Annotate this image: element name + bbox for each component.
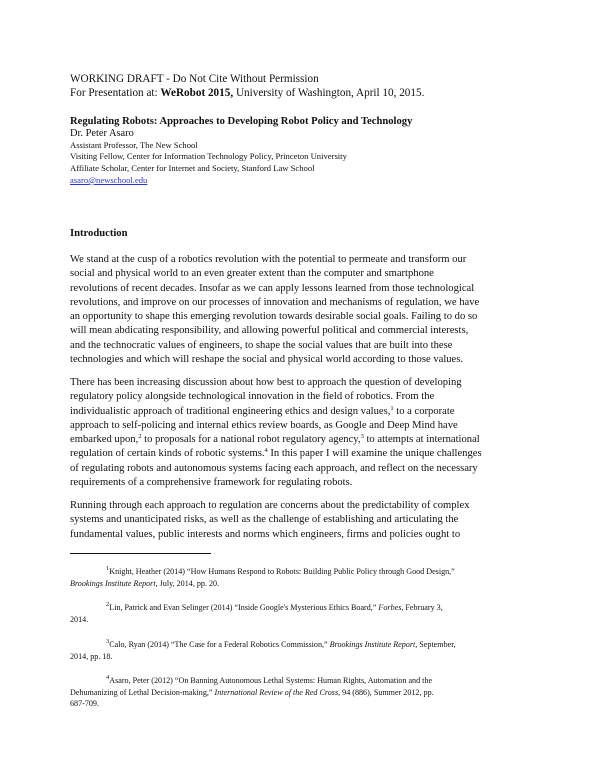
author-affiliations [70,140,347,174]
footnote-number: 3 [106,638,110,645]
footnote-divider [70,553,211,554]
text-line: Running through each approach to regulation are concerns about the predictability of complex [70,500,470,511]
affiliation-line: Affiliate Scholar, Center for Internet and Society, Stanford Law School [70,162,315,173]
footnote-number: 4 [106,674,110,681]
text-line: social and physical world to an even greater extent than the computer and smartphone [70,268,434,280]
text-line: systems and unanticipated risks, as well as the challenge of establishing and articulating the [70,514,459,526]
text-line: approach to self-policing and internal ethics review boards, as Google and Deep Mind have [70,419,458,431]
draft-header [70,72,424,100]
text-line: and the technocratic values of engineers, to shape the social values that are built into these [70,339,453,351]
affiliation-line: Assistant Professor, The New School [70,140,198,150]
paper-title: Regulating Robots: Approaches to Developing Robot Policy and Technology [70,116,413,127]
footnote-2: $^2$Lin, Patrick and Evan Selinger (2014) “Inside Google's Mysterious Ethics Board,” Forbes, February 3, 2014. [70,601,443,624]
footnote-number: 2 [106,601,110,608]
paragraph-2 [70,376,542,490]
paragraph-1 [70,253,542,367]
text-line: individualistic approach of traditional engineering ethics and design values,$^1$ to a corporate [70,404,455,417]
text-line: regulation of certain kinds of robotic systems.$^4$ In this paper I will examine the unique challenges [70,447,482,460]
draft-notice: WORKING DRAFT - Do Not Cite Without Permission [70,73,319,85]
author-email-link[interactable]: asaro@newschool.edu [70,175,148,185]
presentation-line: For Presentation at: WeRobot 2015, University of Washington, April 10, 2015. [70,87,425,99]
footnote-ref[interactable]: 4 [264,447,268,455]
text-line: technologies and which will reshape the social and physical world according to those values. [70,354,464,366]
section-heading: Introduction [70,228,128,239]
text-line: regulatory policy alongside technological innovation in the field of robotics. From the [70,391,435,403]
text-line: requirements of a comprehensive framework for regulating robots. [70,477,353,489]
text-line: an opportunity to shape this emerging revolution towards desirable social goals. Failing to do so [70,311,478,323]
footnote-ref[interactable]: 3 [360,433,364,441]
text-line: There has been increasing discussion about how best to approach the question of developing [70,377,462,388]
footnote-ref[interactable]: 2 [138,433,142,441]
paragraph-3 [70,499,542,542]
text-line: embarked upon,$^2$ to proposals for a national robot regulatory agency,$^3$ to attempts at international [70,433,480,446]
text-line: revolutions of recent decades. Insofar as we can apply lessons learned from those technological [70,282,475,294]
footnote-4: $^4$Asaro, Peter (2012) “On Banning Autonomous Lethal Systems: Human Rights, Automation and the Dehumanizing of Lethal Decision-making,” International Review of the Red Cross, 94 (886), Summer 2012, pp. 687-709. [70,674,434,708]
text-line: fundamental values, public interests and norms which engineers, firms and policies ought to [70,528,461,540]
event-name: WeRobot 2015, [160,87,234,99]
affiliation-line: Visiting Fellow, Center for Information Technology Policy, Princeton University [70,151,347,162]
text-line: revolutions, and improve on our processes of innovation and mechanisms of regulation, we have [70,296,480,308]
author-name: Dr. Peter Asaro [70,128,134,139]
text-line: will mean abdicating responsibility, and allowing powerful political and commercial interests, [70,325,469,337]
text-line: We stand at the cusp of a robotics revolution with the potential to permeate and transform our [70,254,467,265]
footnote-number: 1 [106,565,110,572]
footnote-3: $^3$Calo, Ryan (2014) “The Case for a Federal Robotics Commission,” Brookings Institute Report, September, 2014, pp. 18. [70,638,456,661]
text-line: of regulating robots and autonomous systems facing each approach, and reflect on the necessary [70,462,478,474]
footnote-1: $^1$Knight, Heather (2014) “How Humans Respond to Robots: Building Public Policy through Good Design,” Brookings Institute Report, July, 2014, pp. 20. [70,565,455,588]
footnote-ref[interactable]: 1 [390,404,394,412]
